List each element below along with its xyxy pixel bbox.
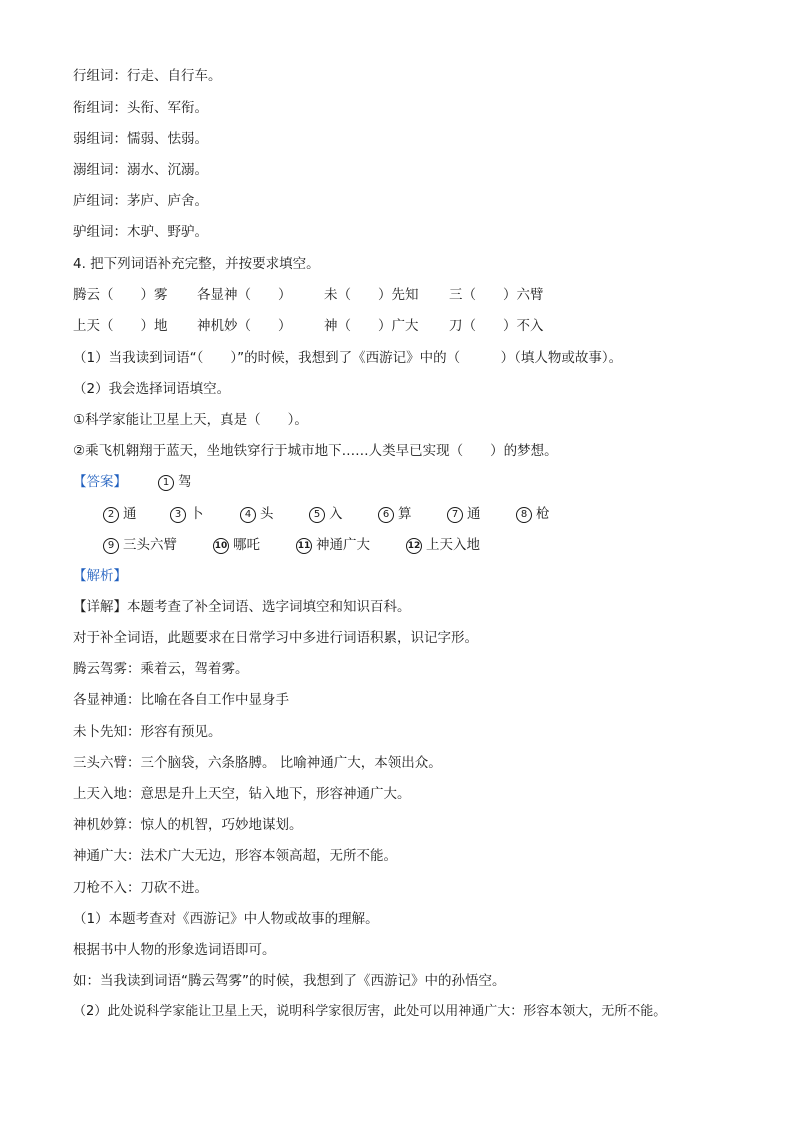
- answer-text: 驾: [178, 474, 192, 490]
- answer-item: [516, 505, 550, 523]
- answer-text: 卜: [190, 506, 204, 522]
- idiom-blank: 腾云（ ）雾: [73, 287, 168, 303]
- circled-number: 11: [296, 538, 312, 554]
- text-line: 行组词：行走、自行车。: [73, 68, 222, 84]
- text-line: 刀枪不入：刀砍不进。: [73, 880, 208, 896]
- answer-item: [213, 536, 260, 554]
- answer-item: [378, 505, 412, 523]
- detail-line: [73, 598, 411, 616]
- question-line: （2）我会选择词语填空。: [73, 381, 231, 397]
- text-line: 神机妙算：惊人的机智，巧妙地谋划。: [73, 817, 303, 833]
- answer-text: 上天入地: [426, 537, 480, 553]
- answer-label: 【答案】: [73, 474, 127, 490]
- answer-text: 三头六臂: [123, 537, 177, 553]
- text-line: 各显神通：比喻在各自工作中显身手: [73, 692, 289, 708]
- circled-number: 8: [516, 507, 532, 523]
- circled-number: 4: [240, 507, 256, 523]
- text-line: 弱组词：懦弱、怯弱。: [73, 131, 208, 147]
- answer-text: 头: [260, 506, 274, 522]
- text-line: 上天入地：意思是升上天空，钻入地下，形容神通广大。: [73, 786, 411, 802]
- idiom-blank: 神机妙（ ）: [197, 318, 292, 334]
- answer-text: 通: [467, 506, 481, 522]
- text-line: 对于补全词语，此题要求在日常学习中多进行词语积累，识记字形。: [73, 630, 478, 646]
- text-line: 未卜先知：形容有预见。: [73, 724, 222, 740]
- circled-number: 3: [170, 507, 186, 523]
- answer-item: [309, 505, 343, 523]
- detail-text: 本题考查了补全词语、选字词填空和知识百科。: [127, 599, 411, 615]
- answer-item: [296, 536, 370, 554]
- idiom-blank: 三（ ）六臂: [449, 287, 544, 303]
- question-line: （1）当我读到词语“（ ）”的时候，我想到了《西游记》中的（ ）（填人物或故事）。: [73, 350, 623, 366]
- text-line: 腾云驾雾：乘着云，驾着雾。: [73, 661, 249, 677]
- idiom-blank: 未（ ）先知: [324, 287, 419, 303]
- circled-number: 12: [406, 538, 422, 554]
- answer-item: [240, 505, 274, 523]
- circled-number: 10: [213, 538, 229, 554]
- answer-text: 算: [398, 506, 412, 522]
- answer-item: [103, 536, 177, 554]
- answer-item: [170, 505, 204, 523]
- text-line: 如：当我读到词语“腾云驾雾”的时候，我想到了《西游记》中的孙悟空。: [73, 973, 506, 989]
- text-line: 神通广大：法术广大无边，形容本领高超，无所不能。: [73, 848, 397, 864]
- analysis-label: 【解析】: [73, 568, 127, 584]
- answer-text: 入: [329, 506, 343, 522]
- question-line: ②乘飞机翱翔于蓝天，坐地铁穿行于城市地下……人类早已实现（ ）的梦想。: [73, 443, 558, 459]
- answer-item: [103, 505, 137, 523]
- text-line: 溺组词：溺水、沉溺。: [73, 162, 208, 178]
- text-line: 根据书中人物的形象选词语即可。: [73, 942, 276, 958]
- question-line: ①科学家能让卫星上天，真是（ ）。: [73, 412, 308, 428]
- text-line: 衔组词：头衔、军衔。: [73, 100, 208, 116]
- circled-number: 9: [103, 538, 119, 554]
- detail-label: 【详解】: [73, 599, 127, 615]
- answer-text: 通: [123, 506, 137, 522]
- question-heading: 4. 把下列词语补充完整，并按要求填空。: [73, 256, 320, 272]
- circled-number: 1: [158, 475, 174, 491]
- text-line: （2）此处说科学家能让卫星上天，说明科学家很厉害，此处可以用神通广大：形容本领大，无所不能。: [73, 1004, 667, 1019]
- text-line: 庐组词：茅庐、庐舍。: [73, 193, 208, 209]
- circled-number: 5: [309, 507, 325, 523]
- text-line: 三头六臂：三个脑袋，六条胳膊。 比喻神通广大，本领出众。: [73, 755, 442, 771]
- circled-number: 6: [378, 507, 394, 523]
- idiom-blank: 刀（ ）不入: [449, 318, 544, 334]
- idiom-blank: 上天（ ）地: [73, 318, 168, 334]
- idiom-blank: 神（ ）广大: [324, 318, 419, 334]
- circled-number: 7: [447, 507, 463, 523]
- text-line: 驴组词：木驴、野驴。: [73, 224, 208, 240]
- answer-text: 神通广大: [316, 537, 370, 553]
- answer-item: [406, 536, 480, 554]
- answer-item: [447, 505, 481, 523]
- answer-item: [158, 473, 192, 491]
- text-line: （1）本题考查对《西游记》中人物或故事的理解。: [73, 911, 379, 927]
- idiom-blank: 各显神（ ）: [197, 287, 292, 303]
- answer-text: 哪吒: [233, 537, 260, 553]
- circled-number: 2: [103, 507, 119, 523]
- answer-text: 枪: [536, 506, 550, 522]
